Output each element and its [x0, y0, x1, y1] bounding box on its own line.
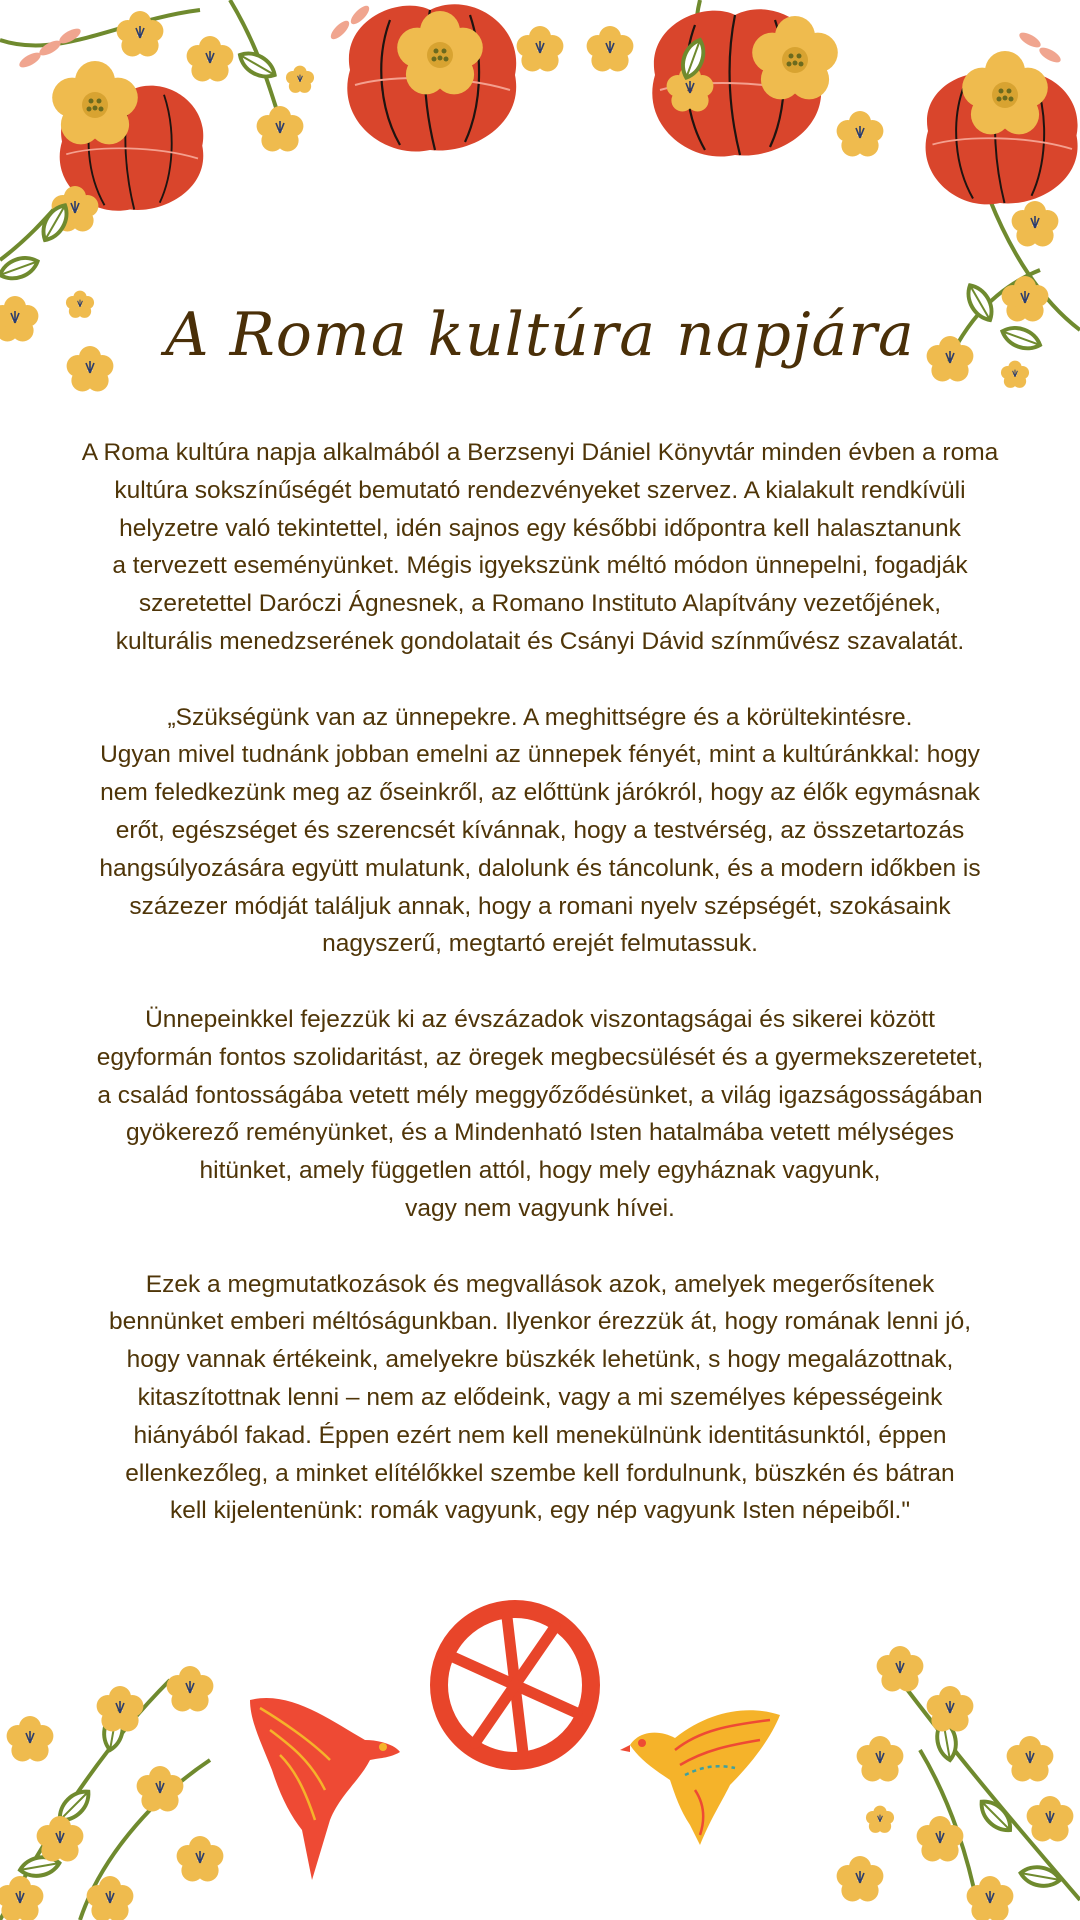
text-line: kultúra sokszínűségét bemutató rendezvényeket szervez. A kialakult rendkívüli [114, 476, 966, 504]
yellow-dove-icon [620, 1710, 780, 1845]
text-line: kell kijelentenünk: romák vagyunk, egy nép vagyunk Isten népeiből." [169, 1497, 911, 1525]
text-line: Ezek a megmutatkozások és megvallások azok, amelyek megerősítenek [145, 1270, 935, 1298]
text-line: hogy vannak értékeink, amelyekre büszkék lehetünk, s hogy megalázottnak, [126, 1346, 954, 1374]
red-dove-icon [250, 1698, 400, 1880]
text-line: kulturális menedzserének gondolatait és Csányi Dávid színművész szavalatát. [115, 627, 965, 655]
text-line: hitünket, amely független attól, hogy mely egyháznak vagyunk, [199, 1157, 881, 1185]
text-line: kitaszítottnak lenni – nem az elődeink, vagy a mi személyes képességeink [137, 1383, 943, 1411]
paragraph-quote-1 [40, 699, 1040, 964]
page-title: A Roma kultúra napjára [165, 300, 915, 370]
text-line: gyökerező reményünket, és a Mindenható Isten hatalmába vetett mélységes [125, 1119, 955, 1147]
text-line: bennünket emberi méltóságunkban. Ilyenkor érezzük át, hogy romának lenni jó, [108, 1308, 972, 1336]
text-line: hangsúlyozására együtt mulatunk, dalolunk és táncolunk, és a modern időkben is [99, 854, 981, 882]
paragraph-intro [40, 434, 1040, 661]
text-line: helyzetre való tekintettel, idén sajnos egy későbbi időpontra kell halasztanunk [119, 514, 961, 542]
text-line: hiányából fakad. Éppen ezért nem kell menekülnünk identitásunktól, éppen [133, 1421, 947, 1449]
paragraph-quote-2 [40, 1001, 1040, 1228]
roma-chakra-wheel-icon [439, 1609, 591, 1761]
yellow-flower-icon [52, 61, 138, 144]
article-body [40, 434, 1040, 1568]
yellow-flower-icon [962, 51, 1048, 134]
text-line: nem feledkezünk meg az őseinkről, az előttünk járókról, hogy az élők egymásnak [100, 779, 980, 807]
bottom-flower-border [0, 1646, 1080, 1920]
text-line: ellenkezőleg, a minket elítélőkkel szembe kell fordulnunk, büszkén és bátran [125, 1459, 955, 1487]
text-line: Ünnepeinkkel fejezzük ki az évszázadok viszontagságai és sikerei között [145, 1005, 935, 1033]
text-line: a család fontosságába vetett mély meggyőződésünket, a világ igazságosságában [97, 1081, 983, 1109]
text-line: vagy nem vagyunk hívei. [405, 1194, 675, 1222]
text-line: Ugyan mivel tudnánk jobban emelni az ünnepek fényét, mint a kultúránkkal: hogy [100, 741, 980, 769]
paragraph-quote-3 [40, 1266, 1040, 1531]
text-line: „Szükségünk van az ünnepekre. A meghittségre és a körültekintésre. [167, 703, 913, 731]
text-line: a tervezett eseményünket. Mégis igyekszünk méltó módon ünnepelni, fogadják [112, 552, 968, 580]
text-line: százezer módját találjuk annak, hogy a romani nyelv szépségét, szokásaink [129, 892, 951, 920]
text-line: nagyszerű, megtartó erejét felmutassuk. [322, 930, 758, 958]
text-line: erőt, egészséget és szerencsét kívánnak, hogy a testvérség, az összetartozás [115, 816, 965, 844]
text-line: szeretettel Daróczi Ágnesnek, a Romano Instituto Alapítvány vezetőjének, [138, 590, 942, 618]
text-line: A Roma kultúra napja alkalmából a Berzsenyi Dániel Könyvtár minden évben a roma [81, 439, 999, 466]
text-line: egyformán fontos szolidaritást, az öregek megbecsülését és a gyermekszeretetet, [96, 1043, 984, 1071]
